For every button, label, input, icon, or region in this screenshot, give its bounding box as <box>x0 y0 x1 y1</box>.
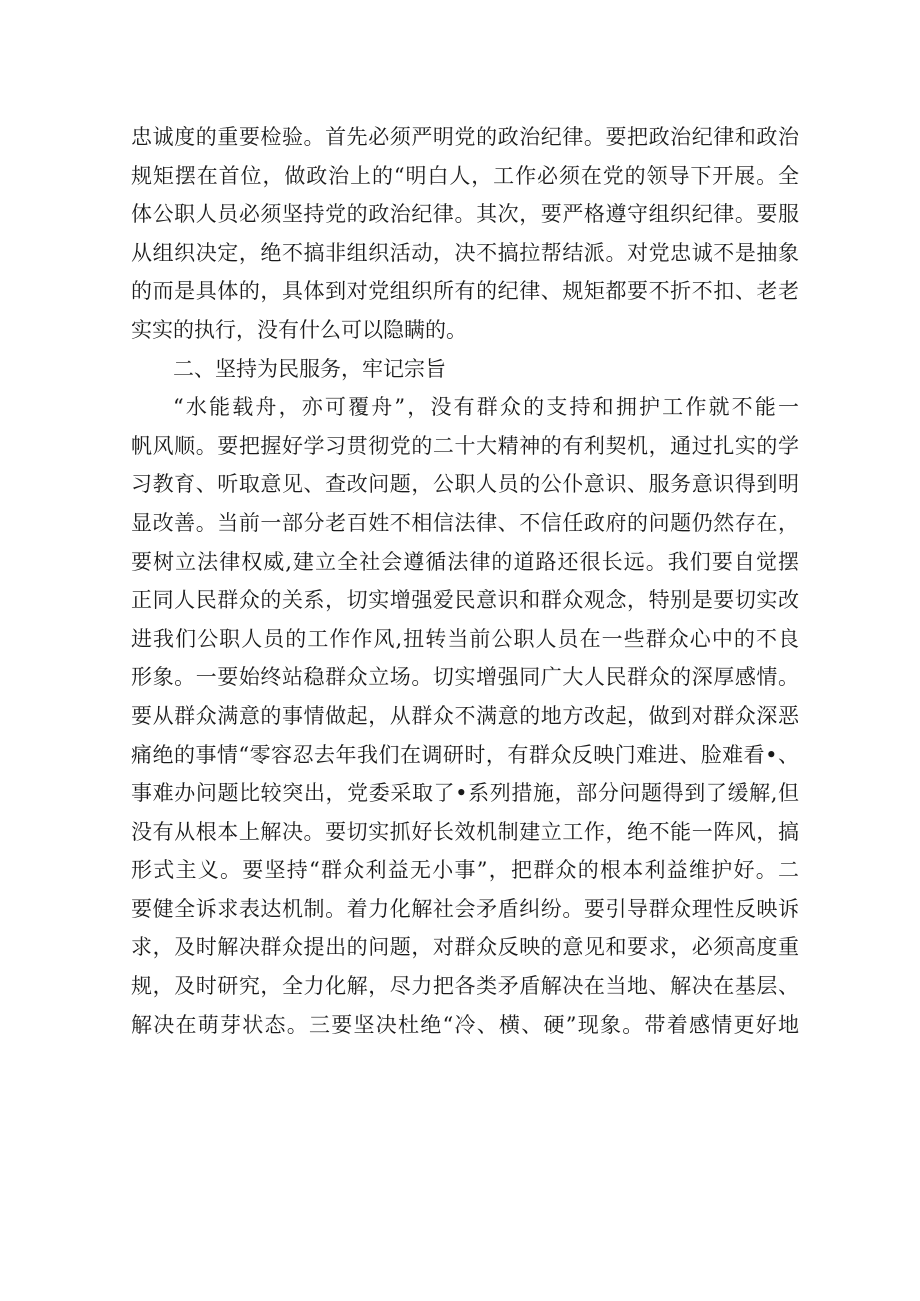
text-line: “水能载舟，亦可覆舟”，没有群众的支持和拥护工作就不能一 <box>173 395 799 420</box>
section-heading-text: 二、坚持为民服务，牢记宗旨 <box>173 356 446 381</box>
text-line: 规矩摆在首位，做政治上的“明白人，工作必须在党的领导下开展。全 <box>131 163 799 188</box>
text-line: 痛绝的事情“零容忍去年我们在调研时，有群众反映门难进、脸难看•、 <box>131 742 799 767</box>
text-line: 解决在萌芽状态。三要坚决杜绝“冷、横、硬”现象。带着感情更好地 <box>131 1012 799 1037</box>
text-line: 规，及时研究，全力化解，尽力把各类矛盾解决在当地、解决在基层、 <box>131 974 799 999</box>
text-line: 求，及时解决群众提出的问题，对群众反映的意见和要求，必须高度重 <box>131 935 799 960</box>
text-line: 正同人民群众的关系，切实增强爱民意识和群众观念，特别是要切实改 <box>131 588 799 613</box>
text-line: 的而是具体的，具体到对党组织所有的纪律、规矩都要不折不扣、老老 <box>131 279 799 304</box>
text-line: 事难办问题比较突出，党委采取了•系列措施，部分问题得到了缓解,但 <box>131 781 799 806</box>
text-line: 要树立法律权威,建立全社会遵循法律的道路还很长远。我们要自觉摆 <box>131 549 799 574</box>
text-line: 忠诚度的重要检验。首先必须严明党的政治纪律。要把政治纪律和政治 <box>131 125 799 149</box>
text-line: 形式主义。要坚持“群众利益无小事”，把群众的根本利益维护好。二 <box>131 858 799 883</box>
text-line: 要健全诉求表达机制。着力化解社会矛盾纠纷。要引导群众理性反映诉 <box>131 896 799 921</box>
text-line: 实实的执行，没有什么可以隐瞒的。 <box>131 317 467 342</box>
document-body <box>131 118 799 1044</box>
text-line: 进我们公职人员的工作作风,扭转当前公职人员在一些群众心中的不良 <box>131 626 799 651</box>
text-line: 显改善。当前一部分老百姓不相信法律、不信任政府的问题仍然存在， <box>131 510 799 535</box>
paragraph-serve-people <box>131 388 799 1044</box>
text-line: 没有从根本上解决。要切实抓好长效机制建立工作，绝不能一阵风，搞 <box>131 819 799 844</box>
text-line: 形象。一要始终站稳群众立场。切实增强同广大人民群众的深厚感情。 <box>131 665 799 690</box>
text-line: 要从群众满意的事情做起，从群众不满意的地方改起，做到对群众深恶 <box>131 703 799 728</box>
section-heading <box>131 350 799 389</box>
text-line: 从组织决定，绝不搞非组织活动，决不搞拉帮结派。对党忠诚不是抽象 <box>131 240 799 265</box>
text-line: 帆风顺。要把握好学习贯彻党的二十大精神的有利契机，通过扎实的学 <box>131 433 799 458</box>
text-line: 体公职人员必须坚持党的政治纪律。其次，要严格遵守组织纪律。要服 <box>131 202 799 227</box>
paragraph-discipline <box>131 118 799 350</box>
text-line: 习教育、听取意见、查改问题，公职人员的公仆意识、服务意识得到明 <box>131 472 799 497</box>
